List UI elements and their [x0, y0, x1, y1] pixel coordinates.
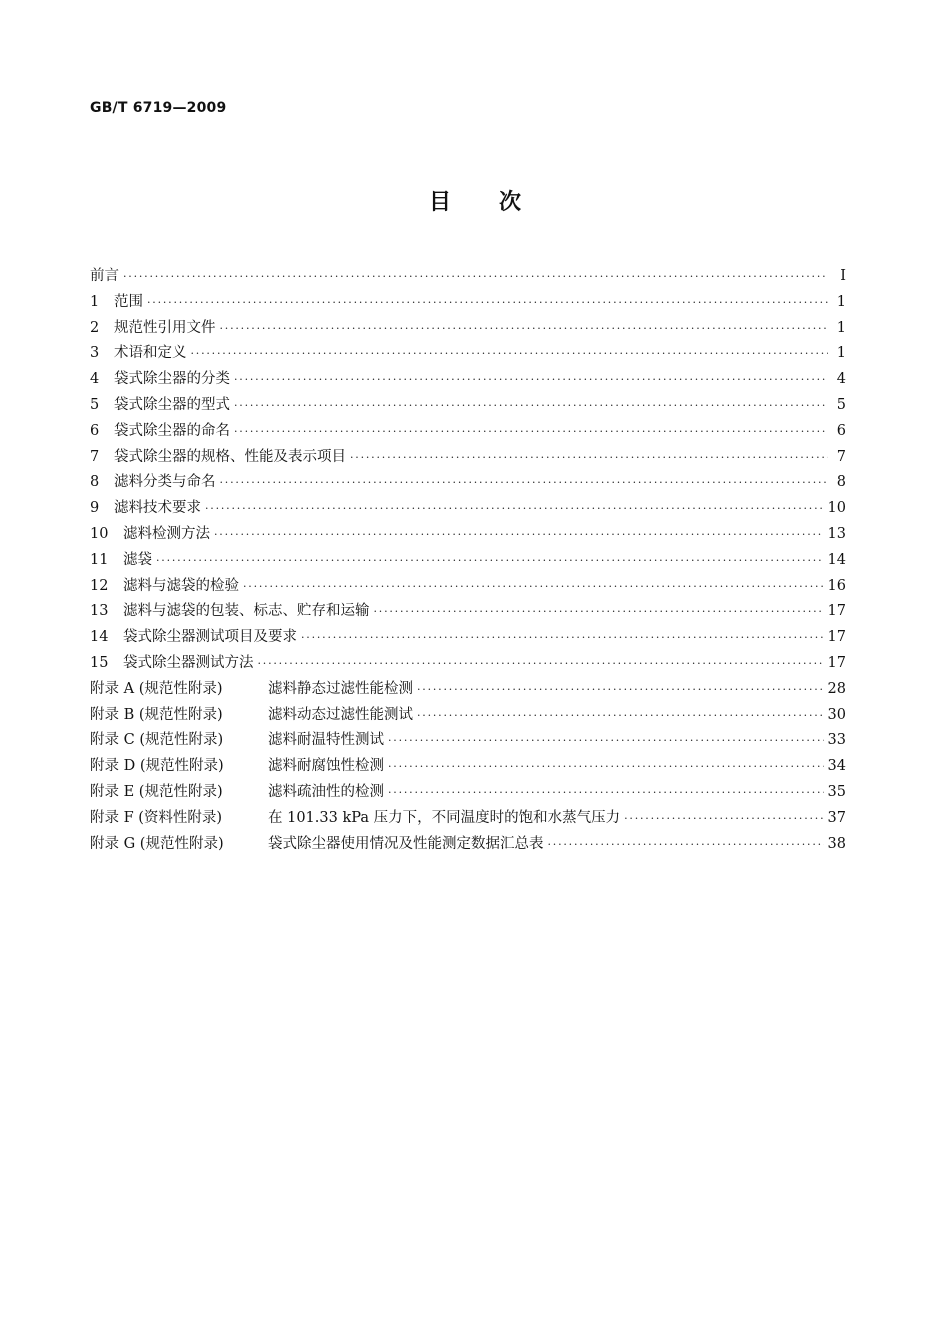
toc-entry-page: 30 — [827, 706, 846, 723]
toc-dot-leader — [234, 373, 828, 386]
toc-dot-leader — [220, 476, 829, 489]
toc-entry[interactable] — [90, 470, 846, 496]
toc-entry-label: 滤料静态过滤性能检测 — [268, 680, 413, 697]
toc-entry[interactable] — [90, 522, 846, 548]
toc-entry[interactable] — [90, 264, 846, 290]
toc-entry[interactable] — [90, 574, 846, 600]
toc-entry-page: 5 — [836, 396, 846, 413]
toc-entry-page: 6 — [836, 422, 846, 439]
toc-entry-page: 35 — [827, 783, 846, 800]
toc-dot-leader — [220, 322, 829, 335]
toc-dot-leader — [388, 786, 824, 799]
toc-entry-label: 滤料检测方法 — [123, 525, 210, 542]
toc-entry-number: 10 — [90, 525, 109, 542]
toc-entry-label: 滤袋 — [123, 551, 152, 568]
toc-entry-label: 袋式除尘器测试项目及要求 — [123, 629, 297, 646]
toc-dot-leader — [350, 451, 828, 464]
toc-entry-number: 14 — [90, 629, 109, 646]
toc-dot-leader — [191, 347, 829, 360]
toc-entry-label: 在 101.33 kPa 压力下，不同温度时的饱和水蒸气压力 — [268, 809, 621, 826]
toc-dot-leader — [234, 425, 828, 438]
toc-title-char-1: 目 — [428, 190, 451, 215]
toc-dot-leader — [147, 296, 828, 309]
toc-entry[interactable] — [90, 496, 846, 522]
toc-dot-leader — [417, 709, 824, 722]
toc-entry-number: 1 — [90, 293, 100, 310]
toc-entry-number: 12 — [90, 577, 109, 594]
toc-entry[interactable] — [90, 548, 846, 574]
toc-entry-label: 前言 — [90, 268, 119, 284]
toc-annex-prefix: 附录 D (规范性附录) — [90, 758, 224, 775]
toc-title-char-2: 次 — [499, 190, 522, 215]
toc-entry-number: 4 — [90, 371, 100, 388]
toc-dot-leader — [548, 838, 824, 851]
toc-entry-page: 1 — [836, 345, 846, 362]
toc-entry-label: 袋式除尘器测试方法 — [123, 654, 254, 671]
toc-entry[interactable] — [90, 290, 846, 316]
toc-entry-label: 滤料分类与命名 — [114, 474, 216, 491]
toc-dot-leader — [301, 631, 824, 644]
toc-entry-page: 1 — [836, 293, 846, 310]
toc-entry[interactable] — [90, 832, 846, 858]
toc-entry-page: 34 — [827, 758, 846, 775]
toc-entry-page: 13 — [827, 525, 846, 542]
toc-entry-number: 3 — [90, 345, 100, 362]
toc-entry[interactable] — [90, 367, 846, 393]
toc-dot-leader — [388, 734, 824, 747]
toc-entry-page: 37 — [827, 809, 846, 826]
toc-entry[interactable] — [90, 677, 846, 703]
toc-dot-leader — [205, 502, 824, 515]
toc-title — [0, 185, 950, 216]
toc-entry-label: 滤料疏油性的检测 — [268, 783, 384, 800]
toc-annex-prefix: 附录 C (规范性附录) — [90, 732, 224, 749]
toc-entry-label: 滤料技术要求 — [114, 500, 201, 517]
toc-dot-leader — [123, 270, 828, 283]
toc-entry-page: 17 — [827, 629, 846, 646]
standard-code: GB/T 6719—2009 — [90, 100, 227, 116]
toc-entry-label: 袋式除尘器使用情况及性能测定数据汇总表 — [268, 835, 544, 852]
toc-entry-label: 术语和定义 — [114, 345, 187, 362]
toc-entry-page: Ⅰ — [840, 268, 846, 284]
toc-annex-prefix: 附录 E (规范性附录) — [90, 783, 223, 800]
toc-entry[interactable] — [90, 780, 846, 806]
toc-entry-label: 袋式除尘器的型式 — [114, 396, 230, 413]
toc-entry-number: 13 — [90, 603, 109, 620]
toc-entry[interactable] — [90, 754, 846, 780]
toc-entry-page: 4 — [836, 371, 846, 388]
toc-entry[interactable] — [90, 625, 846, 651]
toc-entry-number: 2 — [90, 319, 100, 336]
toc-dot-leader — [624, 812, 823, 825]
toc-entry-label: 滤料耐温特性测试 — [268, 732, 384, 749]
toc-dot-leader — [243, 580, 824, 593]
toc-entry-number: 11 — [90, 551, 109, 568]
toc-dot-leader — [214, 528, 824, 541]
toc-annex-prefix: 附录 A (规范性附录) — [90, 680, 223, 697]
toc-entry-label: 袋式除尘器的规格、性能及表示项目 — [114, 448, 346, 465]
toc-dot-leader — [388, 760, 824, 773]
toc-entry-page: 33 — [827, 732, 846, 749]
toc-annex-prefix: 附录 B (规范性附录) — [90, 706, 223, 723]
toc-annex-prefix: 附录 F (资料性附录) — [90, 809, 223, 826]
toc-entry-number: 8 — [90, 474, 100, 491]
toc-entry-label: 滤料与滤袋的检验 — [123, 577, 239, 594]
toc-dot-leader — [374, 605, 824, 618]
toc-entry-label: 规范性引用文件 — [114, 319, 216, 336]
toc-dot-leader — [417, 683, 824, 696]
toc-entry-number: 6 — [90, 422, 100, 439]
toc-entry-page: 1 — [836, 319, 846, 336]
toc-entry-page: 8 — [836, 474, 846, 491]
toc-entry[interactable] — [90, 728, 846, 754]
table-of-contents — [90, 264, 846, 857]
toc-entry[interactable] — [90, 599, 846, 625]
toc-entry[interactable] — [90, 806, 846, 832]
toc-entry-page: 10 — [827, 500, 846, 517]
toc-annex-prefix: 附录 G (规范性附录) — [90, 835, 224, 852]
toc-entry-page: 17 — [827, 654, 846, 671]
toc-entry-page: 7 — [836, 448, 846, 465]
toc-entry-page: 16 — [827, 577, 846, 594]
toc-entry[interactable] — [90, 445, 846, 471]
toc-entry-label: 范围 — [114, 293, 143, 310]
toc-entry[interactable] — [90, 419, 846, 445]
toc-dot-leader — [156, 554, 824, 567]
toc-entry-number: 15 — [90, 654, 109, 671]
toc-entry-label: 滤料耐腐蚀性检测 — [268, 758, 384, 775]
toc-entry[interactable] — [90, 703, 846, 729]
toc-entry-number: 5 — [90, 396, 100, 413]
toc-entry-number: 7 — [90, 448, 100, 465]
toc-entry-label: 滤料与滤袋的包装、标志、贮存和运输 — [123, 603, 370, 620]
toc-entry-label: 袋式除尘器的分类 — [114, 371, 230, 388]
toc-dot-leader — [258, 657, 824, 670]
toc-entry-page: 28 — [827, 680, 846, 697]
toc-entry-number: 9 — [90, 500, 100, 517]
toc-entry[interactable] — [90, 651, 846, 677]
toc-dot-leader — [234, 399, 828, 412]
toc-entry-label: 滤料动态过滤性能测试 — [268, 706, 413, 723]
toc-entry-label: 袋式除尘器的命名 — [114, 422, 230, 439]
toc-entry[interactable] — [90, 341, 846, 367]
toc-entry[interactable] — [90, 393, 846, 419]
toc-entry-page: 14 — [827, 551, 846, 568]
toc-entry-page: 38 — [827, 835, 846, 852]
toc-entry[interactable] — [90, 316, 846, 342]
toc-entry-page: 17 — [827, 603, 846, 620]
